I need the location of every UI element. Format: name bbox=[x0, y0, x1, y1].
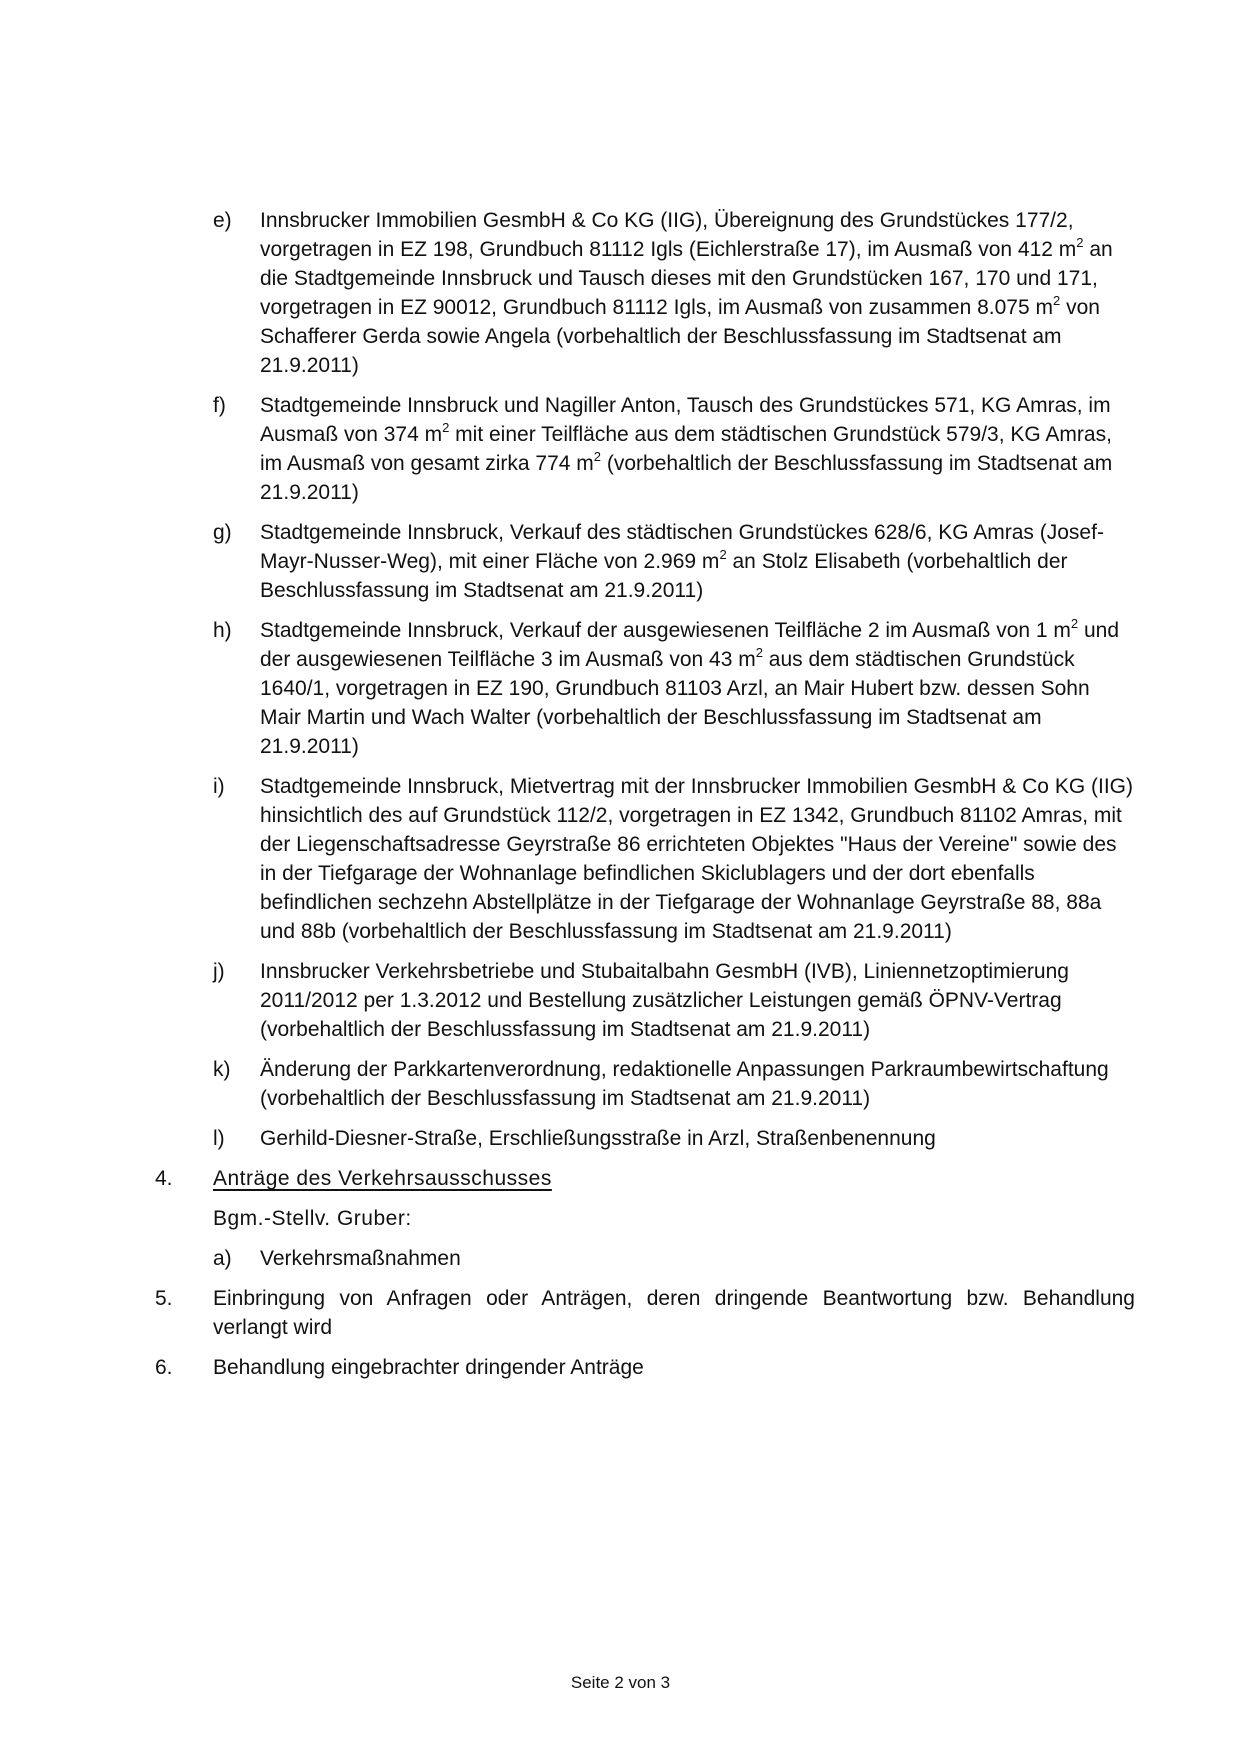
section-5 bbox=[155, 1284, 1135, 1342]
item-label: a) bbox=[213, 1247, 232, 1270]
section-text: Einbringung von Anfragen oder Anträgen, deren dringende Beantwortung bzw. Behandlung verlangt wird bbox=[213, 1287, 1135, 1339]
agenda-item-k bbox=[155, 1055, 1135, 1113]
section-6 bbox=[155, 1353, 1135, 1382]
item-text: Änderung der Parkkartenverordnung, redaktionelle Anpassungen Parkraumbewirtschaftung (vorbehaltlich der Beschlussfassung im Stadtsenat am 21.9.2011) bbox=[260, 1058, 1109, 1110]
section-number: 4. bbox=[155, 1167, 173, 1190]
section-heading: Anträge des Verkehrsausschusses bbox=[213, 1167, 552, 1190]
section-text: Behandlung eingebrachter dringender Anträge bbox=[213, 1356, 644, 1379]
item-label: l) bbox=[213, 1127, 225, 1150]
item-label: g) bbox=[213, 521, 232, 544]
item-text: Stadtgemeinde Innsbruck, Verkauf der ausgewiesenen Teilfläche 2 im Ausmaß von 1 $m^2$ und der ausgewiesenen Teilfläche 3 im Ausmaß von 43 $m^2$ aus dem städtischen Grundstück 1640/1, vorgetragen in EZ 190, Grundbuch 81103 Arzl, an Mair Hubert bzw. dessen Sohn Mair Martin und Wach Walter (vorbehaltlich der Beschlussfassung im Stadtsenat am 21.9.2011) bbox=[260, 616, 1120, 758]
item-label: k) bbox=[213, 1058, 231, 1081]
agenda-item-4a bbox=[155, 1244, 1135, 1273]
section-number: 6. bbox=[155, 1356, 173, 1379]
item-text: Innsbrucker Immobilien GesmbH & Co KG (IIG), Übereignung des Grundstückes 177/2, vorgetragen in EZ 198, Grundbuch 81112 Igls (Eichlerstraße 17), im Ausmaß von 412 $m^2$ an die Stadtgemeinde Innsbruck und Tausch dieses mit den Grundstücken 167, 170 und 171, vorgetragen in EZ 90012, Grundbuch 81112 Igls, im Ausmaß von zusammen 8.075 $m^2$ von Schafferer Gerda sowie Angela (vorbehaltlich der Beschlussfassung im Stadtsenat am 21.9.2011) bbox=[260, 209, 1113, 377]
agenda-item-g bbox=[155, 518, 1135, 605]
item-text: Innsbrucker Verkehrsbetriebe und Stubaitalbahn GesmbH (IVB), Liniennetzoptimierung 2011/2012 per 1.3.2012 und Bestellung zusätzlicher Leistungen gemäß ÖPNV-Vertrag (vorbehaltlich der Beschlussfassung im Stadtsenat am 21.9.2011) bbox=[260, 960, 1069, 1041]
agenda-item-h bbox=[155, 616, 1135, 761]
item-text: Stadtgemeinde Innsbruck, Verkauf des städtischen Grundstückes 628/6, KG Amras (Josef-Mayr-Nusser-Weg), mit einer Fläche von 2.969 $m^2$ an Stolz Elisabeth (vorbehaltlich der Beschlussfassung im Stadtsenat am 21.9.2011) bbox=[260, 521, 1104, 602]
agenda-item-e bbox=[155, 206, 1135, 380]
item-label: j) bbox=[213, 960, 225, 983]
item-label: h) bbox=[213, 619, 232, 642]
item-text: Verkehrsmaßnahmen bbox=[260, 1247, 461, 1270]
item-text: Stadtgemeinde Innsbruck und Nagiller Anton, Tausch des Grundstückes 571, KG Amras, im Ausmaß von 374 $m^2$ mit einer Teilfläche aus dem städtischen Grundstück 579/3, KG Amras, im Ausmaß von gesamt zirka 774 $m^2$ (vorbehaltlich der Beschlussfassung im Stadtsenat am 21.9.2011) bbox=[260, 394, 1113, 504]
agenda-item-i bbox=[155, 772, 1135, 946]
item-label: i) bbox=[213, 775, 225, 798]
agenda-list bbox=[155, 206, 1135, 1393]
item-label: f) bbox=[213, 394, 226, 417]
section-number: 5. bbox=[155, 1287, 173, 1310]
item-text: Gerhild-Diesner-Straße, Erschließungsstraße in Arzl, Straßenbenennung bbox=[260, 1127, 936, 1150]
speaker-line: Bgm.-Stellv. Gruber: bbox=[213, 1207, 412, 1230]
agenda-item-l bbox=[155, 1124, 1135, 1153]
item-label: e) bbox=[213, 209, 232, 232]
agenda-item-j bbox=[155, 957, 1135, 1044]
item-text: Stadtgemeinde Innsbruck, Mietvertrag mit der Innsbrucker Immobilien GesmbH & Co KG (IIG) hinsichtlich des auf Grundstück 112/2, vorgetragen in EZ 1342, Grundbuch 81102 Amras, mit der Liegenschaftsadresse Geyrstraße 86 errichteten Objektes "Haus der Vereine" sowie des in der Tiefgarage der Wohnanlage befindlichen Skiclublagers und der dort ebenfalls befindlichen sechzehn Abstellplätze in der Tiefgarage der Wohnanlage Geyrstraße 88, 88a und 88b (vorbehaltlich der Beschlussfassung im Stadtsenat am 21.9.2011) bbox=[260, 775, 1133, 943]
agenda-item-f bbox=[155, 391, 1135, 507]
section-4 bbox=[155, 1164, 1135, 1193]
page-footer: Seite 2 von 3 bbox=[570, 1673, 671, 1692]
